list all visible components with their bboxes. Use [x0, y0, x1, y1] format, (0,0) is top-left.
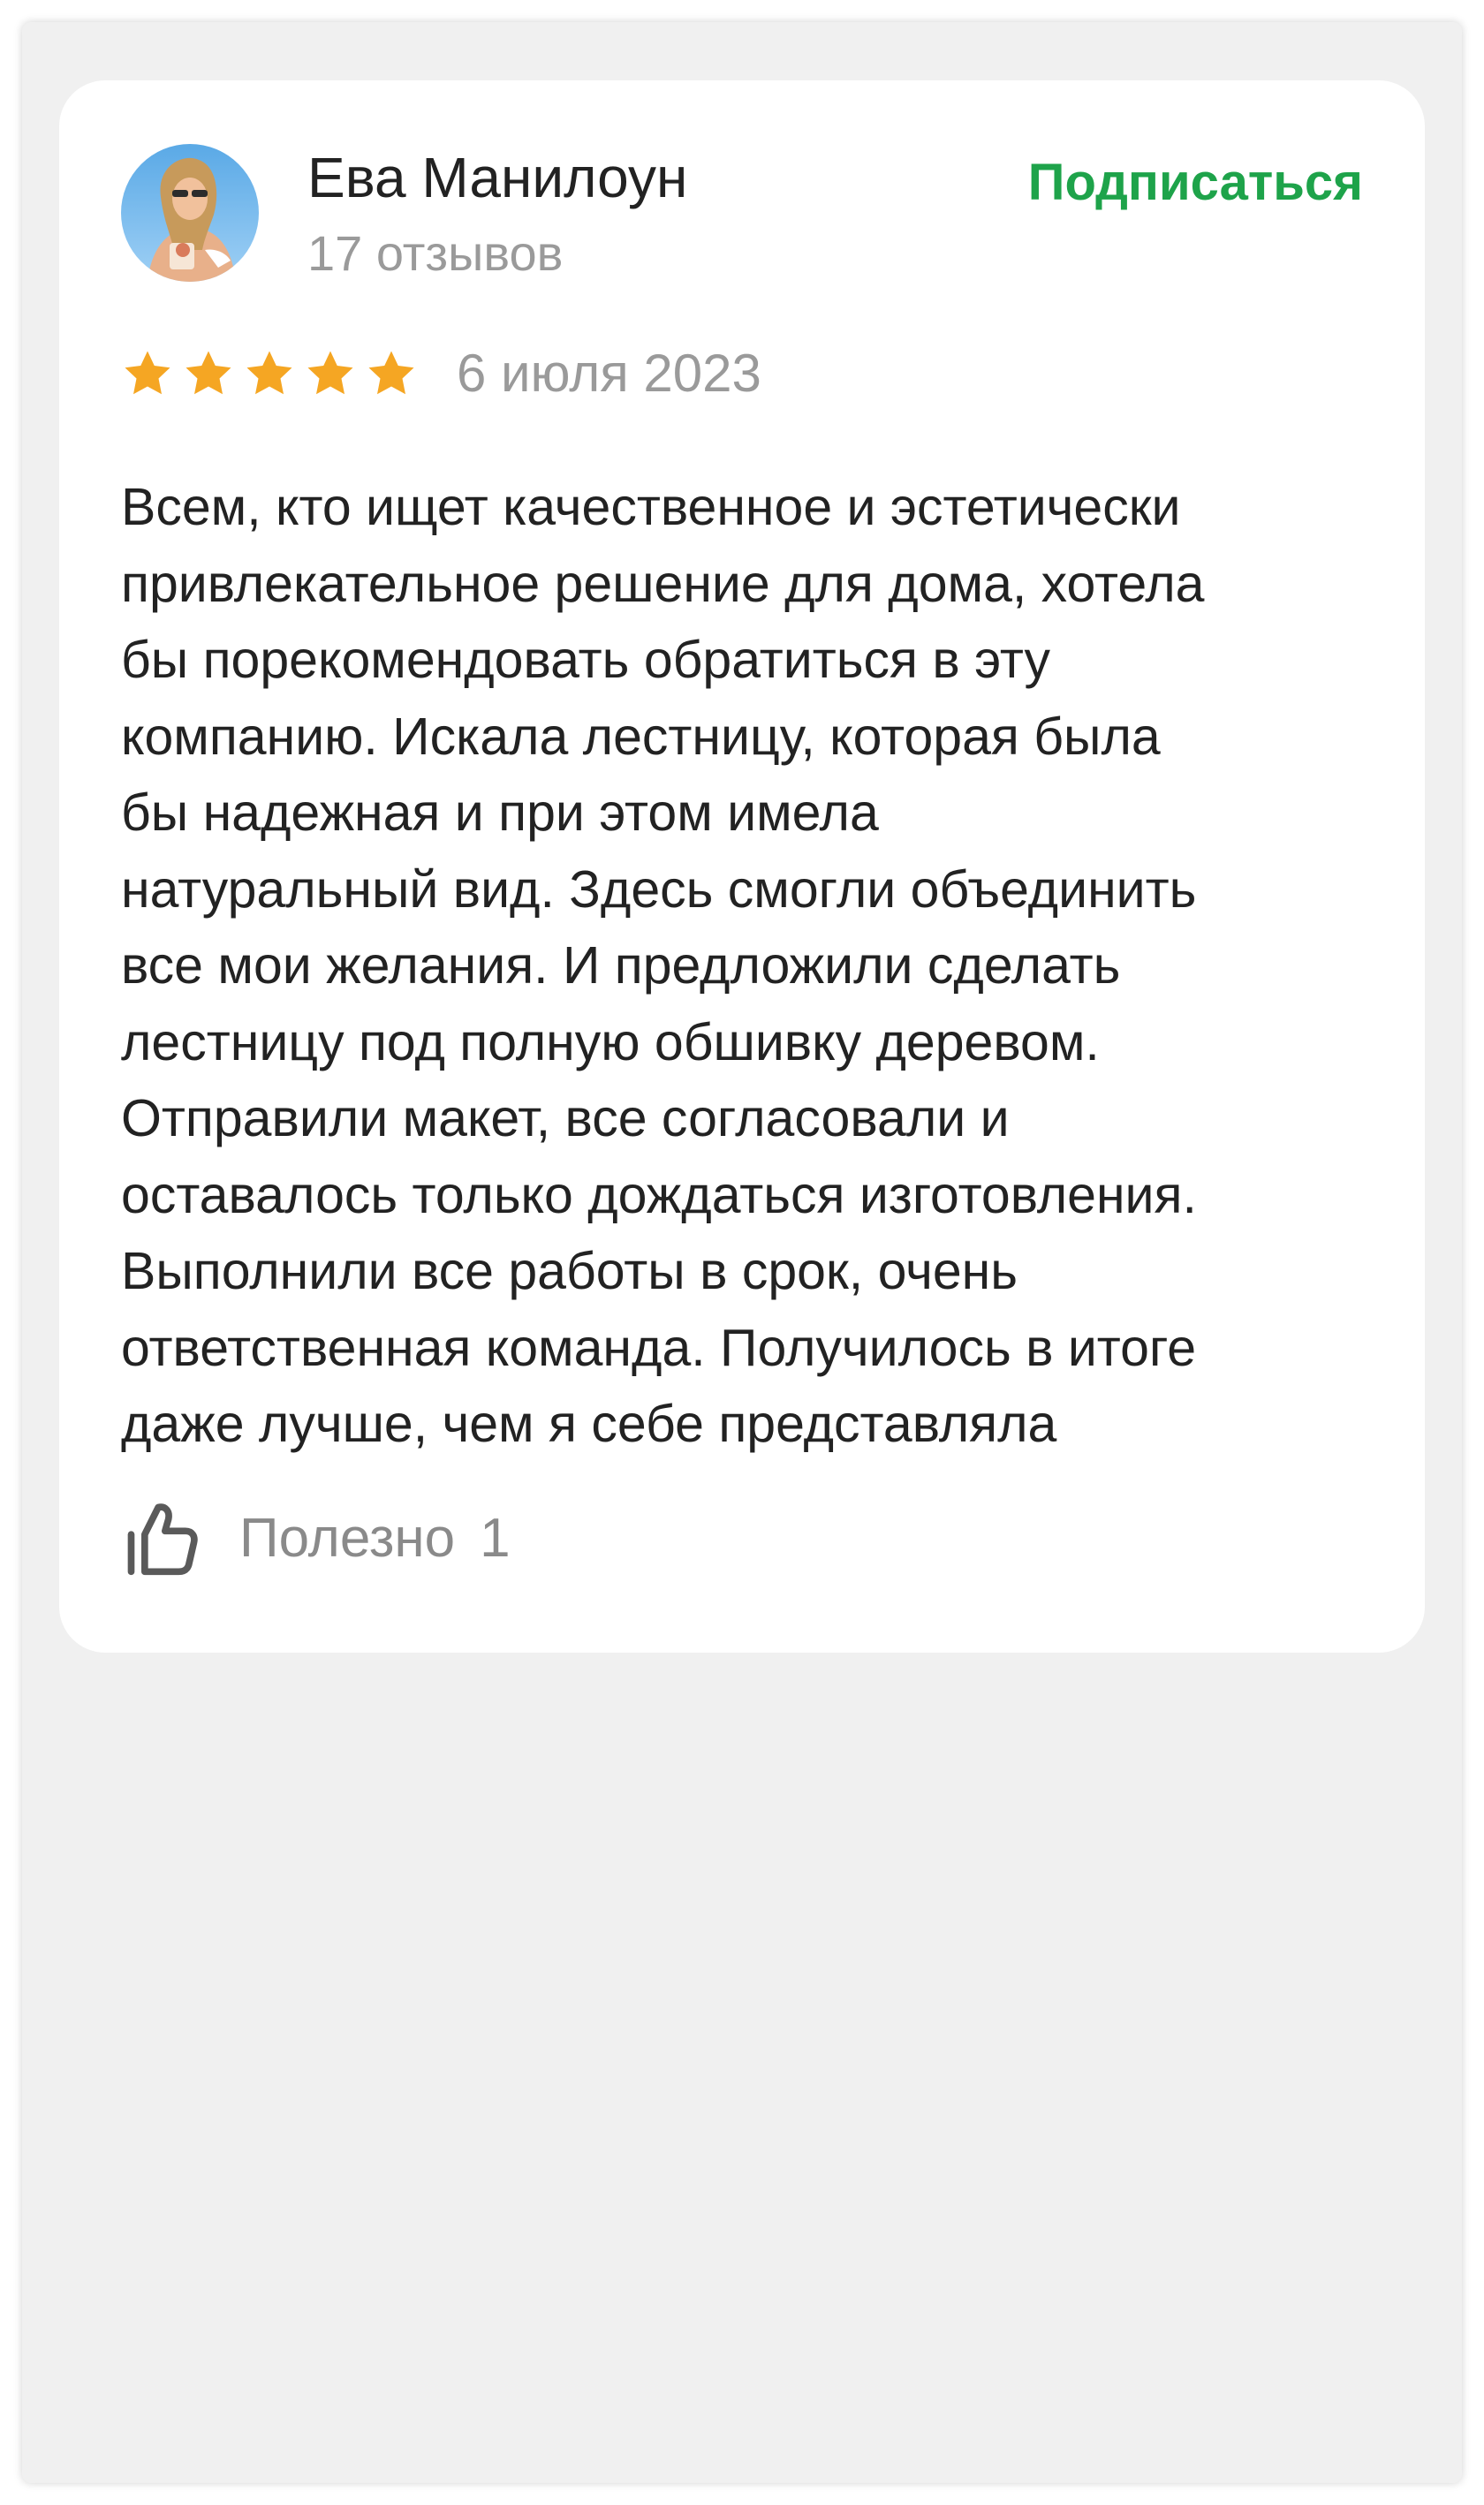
star-icon	[365, 347, 418, 400]
thumbs-up-icon	[121, 1497, 202, 1578]
star-rating	[121, 342, 426, 405]
review-date: 6 июля 2023	[457, 344, 761, 403]
star-icon	[182, 347, 235, 400]
review-text: Всем, кто ищет качественное и эстетически привлекательное решение для дома, хотела бы порекомендовать обратиться в эту компанию. Искала лестницу, которая была бы надежная и при этом имела натуральный вид. Здесь смогли объединить все мои желания. И предложили сделать лестницу под полную обшивку деревом. Отправили макет, все согласовали и оставалось только дождаться изготовления. Выполнили все работы в срок, очень ответственная команда. Получилось в итоге даже лучше, чем я себе представляла	[121, 478, 1205, 1453]
star-icon	[304, 347, 357, 400]
author-name[interactable]: Ева Манилоун	[307, 146, 688, 209]
author-avatar[interactable]	[121, 144, 259, 282]
helpful-label: Полезно	[239, 1507, 456, 1569]
review-card	[59, 80, 1425, 1653]
subscribe-button[interactable]: Подписаться	[1027, 154, 1363, 211]
star-icon	[121, 347, 174, 400]
page-frame	[22, 22, 1462, 2483]
helpful-button[interactable]	[121, 1494, 511, 1582]
star-icon	[243, 347, 296, 400]
helpful-count: 1	[480, 1507, 511, 1569]
author-review-count: 17 отзывов	[307, 225, 564, 281]
avatar-photo-icon	[121, 144, 259, 282]
